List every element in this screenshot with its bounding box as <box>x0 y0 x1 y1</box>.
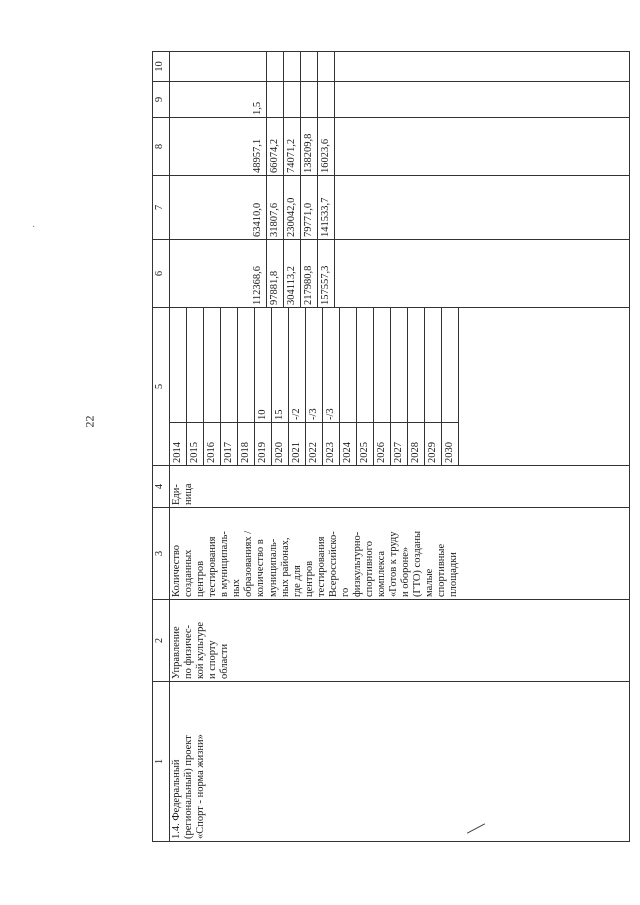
col8-cell <box>170 118 630 176</box>
year-label: 2015 <box>187 422 203 465</box>
year-label: 2014 <box>170 422 186 465</box>
value-row <box>284 52 301 81</box>
value-list <box>170 240 447 307</box>
column-number: 1 <box>153 682 170 842</box>
value-row <box>170 82 186 117</box>
year-row <box>170 308 187 465</box>
value-row <box>284 240 301 307</box>
value-row <box>431 52 447 81</box>
value-row <box>399 240 415 307</box>
value-row <box>202 82 218 117</box>
value-row <box>431 176 447 239</box>
cell-value: 63410,0 <box>251 202 263 237</box>
value-row <box>383 240 399 307</box>
value-row <box>267 176 284 239</box>
value-row <box>170 240 186 307</box>
rotated-table-container <box>152 52 632 842</box>
value-row <box>301 82 318 117</box>
value-row <box>335 176 351 239</box>
year-value: -/3 <box>307 408 319 420</box>
column-number: 7 <box>153 176 170 240</box>
column-number: 8 <box>153 118 170 176</box>
col10-cell <box>170 52 630 82</box>
year-row <box>357 308 374 465</box>
value-row <box>218 240 234 307</box>
year-row <box>340 308 357 465</box>
cell-value: 74071,2 <box>285 138 297 173</box>
value-row <box>383 82 399 117</box>
value-row <box>335 82 351 117</box>
column-number: 10 <box>153 52 170 82</box>
value-row <box>367 52 383 81</box>
value-row <box>202 118 218 175</box>
value-row <box>399 52 415 81</box>
value-row <box>383 118 399 175</box>
value-row <box>399 118 415 175</box>
value-row <box>186 240 202 307</box>
value-row <box>351 82 367 117</box>
years-values-cell <box>170 308 630 466</box>
cell-value: 48957,1 <box>251 138 263 173</box>
year-label: 2021 <box>289 422 305 465</box>
value-row <box>318 52 335 81</box>
value-row <box>301 240 318 307</box>
value-row <box>335 118 351 175</box>
value-row <box>415 118 431 175</box>
cell-value: 217980,8 <box>302 265 314 305</box>
value-row <box>383 176 399 239</box>
year-row <box>425 308 442 465</box>
value-row <box>301 118 318 175</box>
cell-value: 16023,6 <box>319 138 331 173</box>
year-row <box>374 308 391 465</box>
value-row <box>367 82 383 117</box>
year-label: 2018 <box>238 422 254 465</box>
value-list <box>170 82 447 117</box>
year-value: -/3 <box>324 408 336 420</box>
year-label: 2024 <box>340 422 356 465</box>
value-row <box>351 240 367 307</box>
value-row <box>318 82 335 117</box>
executor-cell: Управление по физичес- кой культуре и спорту области <box>170 600 630 682</box>
value-row <box>186 82 202 117</box>
column-number-row <box>153 52 170 842</box>
year-label: 2025 <box>357 422 373 465</box>
value-row <box>218 118 234 175</box>
cell-value: 97881,8 <box>268 270 280 305</box>
cell-value: 1,5 <box>251 101 263 115</box>
value-row <box>186 118 202 175</box>
value-row <box>367 240 383 307</box>
year-label: 2016 <box>204 422 220 465</box>
value-row <box>170 52 186 81</box>
value-row <box>218 52 234 81</box>
year-value-list <box>170 308 459 465</box>
value-row <box>170 176 186 239</box>
cell-value: 79771,0 <box>302 202 314 237</box>
value-row <box>284 176 301 239</box>
cell-value: 112368,6 <box>251 266 263 305</box>
column-number: 6 <box>153 240 170 308</box>
col6-cell <box>170 240 630 308</box>
year-value: 10 <box>256 409 268 420</box>
value-row <box>335 240 351 307</box>
year-value: 15 <box>273 409 285 420</box>
value-row <box>250 176 267 239</box>
value-row <box>415 176 431 239</box>
col7-cell <box>170 176 630 240</box>
year-row <box>187 308 204 465</box>
year-label: 2017 <box>221 422 237 465</box>
year-label: 2019 <box>255 422 271 465</box>
value-row <box>202 176 218 239</box>
value-row <box>399 176 415 239</box>
value-row <box>284 118 301 175</box>
value-list <box>170 176 447 239</box>
cell-value: 66074,2 <box>268 138 280 173</box>
year-row <box>272 308 289 465</box>
value-row <box>170 118 186 175</box>
column-number: 5 <box>153 308 170 466</box>
year-row <box>442 308 459 465</box>
value-row <box>250 52 267 81</box>
table-row <box>170 52 630 842</box>
year-row <box>221 308 238 465</box>
year-label: 2023 <box>323 422 339 465</box>
cell-value: 141533,7 <box>319 197 331 237</box>
col9-cell <box>170 82 630 118</box>
value-row <box>234 176 250 239</box>
value-row <box>415 240 431 307</box>
scan-speck: · <box>32 222 36 233</box>
year-label: 2029 <box>425 422 441 465</box>
year-row <box>306 308 323 465</box>
year-row <box>323 308 340 465</box>
year-label: 2020 <box>272 422 288 465</box>
value-row <box>186 52 202 81</box>
value-row <box>250 82 267 117</box>
value-row <box>250 240 267 307</box>
value-row <box>431 240 447 307</box>
value-row <box>318 240 335 307</box>
value-row <box>267 240 284 307</box>
value-row <box>218 82 234 117</box>
value-row <box>399 82 415 117</box>
year-label: 2028 <box>408 422 424 465</box>
value-row <box>267 82 284 117</box>
value-row <box>318 176 335 239</box>
page-number: 22 <box>82 415 97 428</box>
year-row <box>204 308 221 465</box>
year-row <box>238 308 255 465</box>
cell-value: 304113,2 <box>285 266 297 305</box>
year-label: 2022 <box>306 422 322 465</box>
column-number: 3 <box>153 508 170 600</box>
value-row <box>351 176 367 239</box>
year-row <box>289 308 306 465</box>
value-row <box>351 52 367 81</box>
value-list <box>170 52 447 81</box>
value-row <box>301 52 318 81</box>
year-value: -/2 <box>290 408 302 420</box>
cell-value: 157557,3 <box>319 265 331 305</box>
project-name-cell: 1.4. Федеральный (региональный) проект «Спорт - норма жизни» <box>170 682 630 842</box>
column-number: 9 <box>153 82 170 118</box>
value-row <box>284 82 301 117</box>
value-row <box>234 82 250 117</box>
value-row <box>351 118 367 175</box>
column-number: 2 <box>153 600 170 682</box>
column-number: 4 <box>153 466 170 508</box>
program-table <box>152 51 630 842</box>
value-row <box>234 240 250 307</box>
value-row <box>367 118 383 175</box>
year-row <box>408 308 425 465</box>
value-row <box>234 52 250 81</box>
value-row <box>186 176 202 239</box>
value-row <box>301 176 318 239</box>
value-row <box>267 52 284 81</box>
value-row <box>431 118 447 175</box>
year-label: 2027 <box>391 422 407 465</box>
value-row <box>250 118 267 175</box>
value-row <box>218 176 234 239</box>
value-row <box>415 52 431 81</box>
value-list <box>170 118 447 175</box>
value-row <box>367 176 383 239</box>
value-row <box>383 52 399 81</box>
year-label: 2026 <box>374 422 390 465</box>
value-row <box>415 82 431 117</box>
cell-value: 230042,0 <box>285 197 297 237</box>
cell-value: 138209,8 <box>302 133 314 173</box>
indicator-cell: Количество созданных центров тестирования в муниципаль- ных образованиях / количество в муниципаль- ных районах, где для центров тестирования Всероссийско- го физкультурно- спортивного комплекса «Готов к труду и обороне» (ГТО) созданы малые спортивные площадки <box>170 508 630 600</box>
cell-value: 31807,6 <box>268 202 280 237</box>
value-row <box>431 82 447 117</box>
unit-cell: Еди- ница <box>170 466 630 508</box>
value-row <box>202 52 218 81</box>
value-row <box>318 118 335 175</box>
value-row <box>335 52 351 81</box>
value-row <box>234 118 250 175</box>
value-row <box>267 118 284 175</box>
year-row <box>255 308 272 465</box>
year-label: 2030 <box>442 422 458 465</box>
value-row <box>202 240 218 307</box>
year-row <box>391 308 408 465</box>
